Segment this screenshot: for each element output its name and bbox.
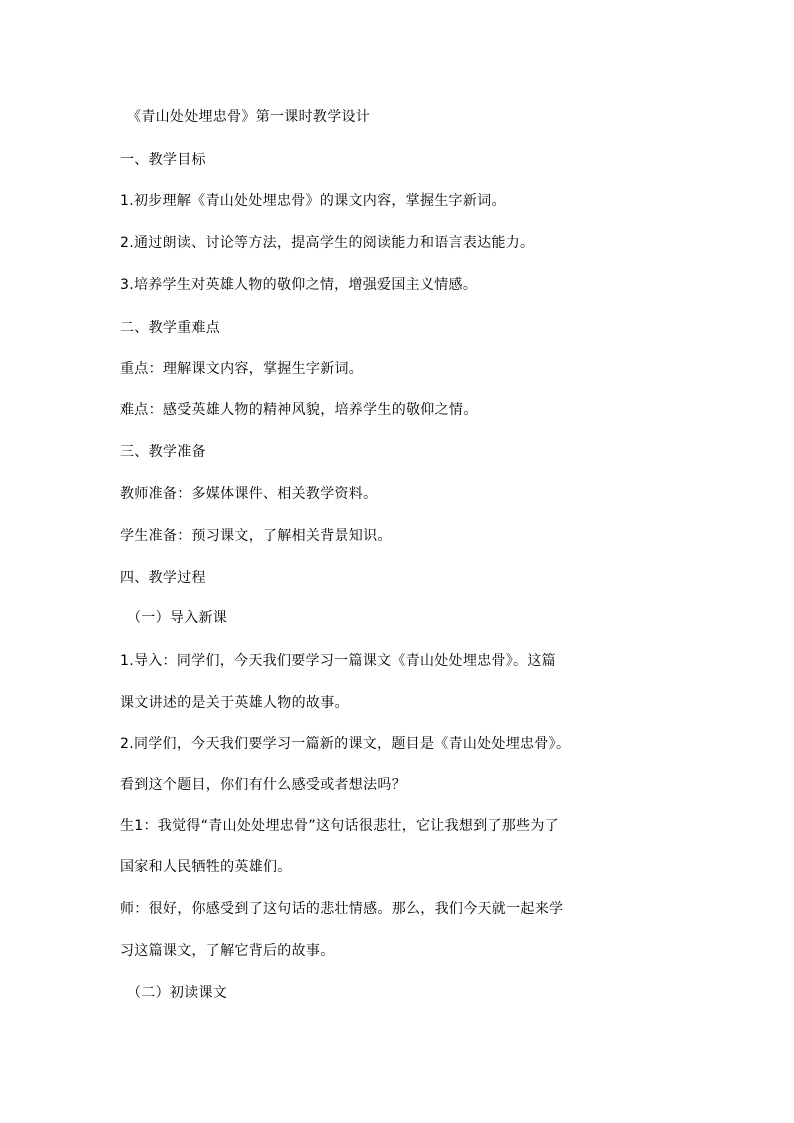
process-item1-line1: 1.导入：同学们，今天我们要学习一篇课文《青山处处埋忠骨》。这篇 (120, 653, 556, 669)
section-heading-key-points: 二、教学重难点 (120, 320, 221, 336)
section-heading-preparation: 三、教学准备 (120, 444, 206, 460)
key-point-difficulty: 难点：感受英雄人物的精神风貌，培养学生的敬仰之情。 (120, 402, 478, 418)
teacher-response-line2: 习这篇课文，了解它背后的故事。 (120, 943, 335, 959)
preparation-student: 学生准备：预习课文，了解相关背景知识。 (120, 528, 392, 544)
process-part2-heading: （二）初读课文 (127, 985, 228, 1001)
process-item2-line2: 看到这个题目，你们有什么感受或者想法吗？ (120, 777, 406, 793)
section-heading-process: 四、教学过程 (120, 570, 206, 586)
key-point-focus: 重点：理解课文内容，掌握生字新词。 (120, 361, 364, 377)
process-part1-heading: （一）导入新课 (127, 610, 228, 626)
preparation-teacher: 教师准备：多媒体课件、相关教学资料。 (120, 486, 378, 502)
objective-item-2: 2.通过朗读、讨论等方法，提高学生的阅读能力和语言表达能力。 (120, 235, 535, 251)
section-heading-objectives: 一、教学目标 (120, 152, 206, 168)
process-item2-line1: 2.同学们，今天我们要学习一篇新的课文，题目是《青山处处埋忠骨》。 (120, 736, 571, 752)
process-item1-line2: 课文讲述的是关于英雄人物的故事。 (120, 695, 349, 711)
objective-item-1: 1.初步理解《青山处处埋忠骨》的课文内容，掌握生字新词。 (120, 193, 506, 209)
teacher-response-line1: 师：很好，你感受到了这句话的悲壮情感。那么，我们今天就一起来学 (120, 901, 564, 917)
objective-item-3: 3.培养学生对英雄人物的敬仰之情，增强爱国主义情感。 (120, 277, 478, 293)
document-title: 《青山处处埋忠骨》第一课时教学设计 (127, 109, 371, 125)
student-response-line1: 生1：我觉得“青山处处埋忠骨”这句话很悲壮，它让我想到了那些为了 (120, 818, 560, 834)
student-response-line2: 国家和人民牺牲的英雄们。 (120, 859, 292, 875)
